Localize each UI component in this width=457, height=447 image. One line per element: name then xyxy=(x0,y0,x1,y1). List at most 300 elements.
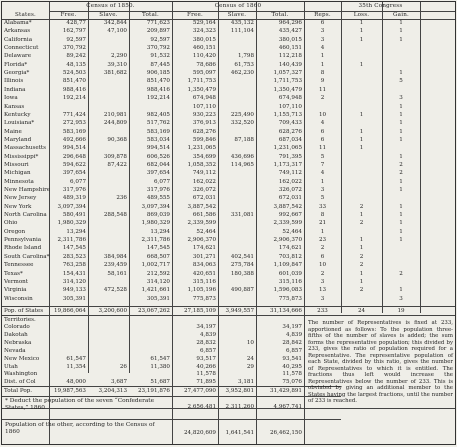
pop-states-total-1860: 31,134,666 xyxy=(269,308,302,314)
cell-e: 87,188 xyxy=(234,136,254,143)
other-label: Population of the other, according to the Census of 1860 xyxy=(5,422,155,435)
cell-g: 2 xyxy=(399,161,403,168)
cell-d: 595,097 xyxy=(192,70,216,77)
cell-a: 771,424 xyxy=(62,111,86,118)
rule xyxy=(2,315,341,316)
state-name: Iowa xyxy=(4,95,18,102)
cell-g: 2 xyxy=(399,270,403,277)
cell-l: 1 xyxy=(359,28,364,35)
cell-d: 930,223 xyxy=(192,111,216,118)
cell-d: 301,271 xyxy=(192,253,216,260)
cell-c: 771,623 xyxy=(146,20,170,26)
state-name: Massachusetts xyxy=(4,145,47,152)
cell-a: 370,792 xyxy=(62,45,86,52)
cell-b: 39,310 xyxy=(107,61,127,68)
rule xyxy=(2,396,341,397)
total-pop-slave-1860: 3,952,801 xyxy=(225,388,254,394)
cell-r: 2 xyxy=(320,270,325,277)
cell-r: 11 xyxy=(318,86,327,93)
cell-f: 460,151 xyxy=(278,45,302,52)
cell-r: 1 xyxy=(320,53,325,60)
cell-f: 964,296 xyxy=(278,20,302,26)
census-1860-header: Census of 1860 xyxy=(214,3,262,9)
cell-d: 40,266 xyxy=(196,363,216,370)
state-name: Kentucky xyxy=(4,111,31,118)
cell-f: 749,112 xyxy=(278,170,302,177)
cell-g: 1 xyxy=(399,128,403,135)
cell-r: 3 xyxy=(320,28,325,35)
cell-f: 2,906,370 xyxy=(273,237,302,244)
cell-r: 3 xyxy=(320,278,325,285)
territory-name: New Mexico xyxy=(4,355,40,362)
territory-name: Colorado xyxy=(4,324,30,330)
cell-f: 315,116 xyxy=(278,278,302,285)
cell-c: 1,980,329 xyxy=(141,220,170,227)
cell-r: 1 xyxy=(320,61,325,68)
cell-g: 1 xyxy=(399,178,403,185)
cell-e: 61,753 xyxy=(234,61,254,68)
cell-d: 93,517 xyxy=(196,355,216,362)
territory-name: Dist. of Col xyxy=(4,379,36,386)
cell-a: 583,169 xyxy=(62,128,86,135)
cell-r: 10 xyxy=(318,262,327,269)
cell-e: 402,541 xyxy=(230,253,254,260)
cell-r: 2 xyxy=(320,245,325,252)
cell-c: 11,380 xyxy=(150,363,170,370)
cell-f: 174,621 xyxy=(278,245,302,252)
cell-g: 3 xyxy=(399,95,403,102)
gain-header: Gain. xyxy=(393,12,409,18)
cell-l: 1 xyxy=(359,20,364,26)
cell-a: 949,133 xyxy=(62,287,86,294)
cell-g: 1 xyxy=(399,28,403,35)
state-name: New Hampshire xyxy=(4,187,51,193)
cell-b: 288,548 xyxy=(103,212,127,219)
cell-d: 599,846 xyxy=(192,136,216,143)
cell-b: 472,528 xyxy=(103,287,127,294)
cell-b: 342,844 xyxy=(103,20,127,26)
cell-d: 460,151 xyxy=(192,45,216,52)
pop-states-free-1850: 19,866,064 xyxy=(53,308,86,314)
cell-a: 61,547 xyxy=(66,355,86,362)
cell-d: 162,022 xyxy=(192,178,216,185)
cell-c: 851,470 xyxy=(146,78,170,85)
cell-c: 583,169 xyxy=(146,128,170,135)
cell-c: 13,294 xyxy=(150,228,170,235)
cell-g: 5 xyxy=(399,78,403,85)
cell-b: 384,984 xyxy=(103,253,127,260)
cell-e: 3,181 xyxy=(237,379,254,386)
cell-f: 1,596,083 xyxy=(273,287,302,294)
cell-r: 21 xyxy=(318,220,327,227)
cell-e: 225,490 xyxy=(230,111,254,118)
cell-f: 34,197 xyxy=(282,324,302,330)
cell-r: 7 xyxy=(320,161,325,168)
cell-f: 326,072 xyxy=(278,187,302,193)
cell-r: 1 xyxy=(320,178,325,185)
loss-header: Loss. xyxy=(353,12,370,18)
cell-r: 8 xyxy=(320,70,325,77)
state-name: Alabama* xyxy=(4,20,32,26)
cell-a: 92,597 xyxy=(66,36,86,43)
cell-g: 1 xyxy=(399,70,403,77)
cell-d: 674,948 xyxy=(192,95,216,102)
cell-l: 1 xyxy=(359,245,364,252)
cell-f: 1,109,847 xyxy=(273,262,302,269)
cell-c: 3,097,394 xyxy=(141,203,170,210)
cell-a: 397,654 xyxy=(62,170,86,177)
cell-g: 1 xyxy=(399,111,403,118)
cell-b: 381,682 xyxy=(103,70,127,77)
cell-a: 3,097,394 xyxy=(57,203,86,210)
cell-a: 48,000 xyxy=(66,379,86,386)
cell-d: 1,350,479 xyxy=(187,86,216,93)
cell-d: 775,873 xyxy=(192,295,216,302)
state-name: South Carolina* xyxy=(4,253,50,260)
cell-c: 906,185 xyxy=(146,70,170,77)
cell-l: 1 xyxy=(359,278,364,285)
deduct-slave-1860: 2,311,260 xyxy=(225,404,254,410)
cell-f: 703,812 xyxy=(278,253,302,260)
cell-f: 1,155,713 xyxy=(273,111,302,118)
cell-f: 162,022 xyxy=(278,178,302,185)
cell-f: 687,034 xyxy=(278,136,302,143)
cell-r: 3 xyxy=(320,295,325,302)
pop-states-loss: 24 xyxy=(357,308,366,314)
state-name: Florida* xyxy=(4,61,28,68)
state-name: Connecticut xyxy=(4,45,39,52)
cell-d: 749,112 xyxy=(192,170,216,177)
cell-f: 40,295 xyxy=(282,363,302,370)
cell-c: 869,039 xyxy=(146,212,170,219)
cell-e: 10 xyxy=(246,339,254,346)
cell-l: 2 xyxy=(359,262,364,269)
cell-b: 309,878 xyxy=(103,153,127,160)
state-name: Virginia xyxy=(4,287,27,294)
cell-l: 1 xyxy=(359,145,364,152)
rule xyxy=(341,315,455,316)
cell-c: 147,545 xyxy=(146,245,170,252)
cell-c: 606,526 xyxy=(146,153,170,160)
cell-r: 4 xyxy=(320,120,325,127)
cell-e: 436,696 xyxy=(230,153,254,160)
cell-a: 492,666 xyxy=(62,136,86,143)
cell-r: 3 xyxy=(320,36,325,43)
cell-f: 1,711,753 xyxy=(273,78,302,85)
cell-a: 489,319 xyxy=(62,195,86,202)
cell-d: 34,197 xyxy=(196,324,216,330)
total-pop-total-1850: 23,191,876 xyxy=(137,388,170,394)
cell-l: 2 xyxy=(359,253,364,260)
cell-f: 435,427 xyxy=(278,28,302,35)
cell-g: 1 xyxy=(399,203,403,210)
state-name: Maine xyxy=(4,128,22,135)
cell-d: 1,231,065 xyxy=(187,145,216,152)
cell-a: 763,258 xyxy=(62,262,86,269)
cell-l: 1 xyxy=(359,270,364,277)
cell-a: 305,391 xyxy=(62,295,86,302)
reps-header: Reps. xyxy=(314,12,331,18)
cell-e: 180,388 xyxy=(230,270,254,277)
congress-header: 35th Congress xyxy=(358,3,403,9)
total-1850-header: Total. xyxy=(141,12,159,18)
cell-a: 296,648 xyxy=(62,153,86,160)
cell-a: 283,523 xyxy=(62,253,86,260)
cell-f: 112,218 xyxy=(278,53,302,60)
cell-r: 6 xyxy=(320,20,325,26)
cell-b: 239,459 xyxy=(103,262,127,269)
cell-b: 210,981 xyxy=(103,111,127,118)
cell-c: 212,592 xyxy=(146,270,170,277)
cell-d: 52,464 xyxy=(196,228,216,235)
census-table xyxy=(1,1,456,445)
territory-name: Nebraska xyxy=(4,339,32,346)
cell-f: 2,339,599 xyxy=(273,220,302,227)
state-name: Illinois xyxy=(4,78,24,85)
cell-l: 1 xyxy=(359,61,364,68)
cell-a: 524,503 xyxy=(62,70,86,77)
cell-c: 314,120 xyxy=(146,278,170,285)
total-1860-header: Total. xyxy=(271,12,289,18)
cell-l: 2 xyxy=(359,203,364,210)
cell-a: 851,470 xyxy=(62,78,86,85)
cell-f: 28,842 xyxy=(282,339,302,346)
cell-c: 305,391 xyxy=(146,295,170,302)
pop-states-slave-1850: 3,200,600 xyxy=(98,308,127,314)
cell-f: 11,578 xyxy=(282,371,302,378)
cell-g: 1 xyxy=(399,153,403,160)
cell-a: 147,545 xyxy=(62,245,86,252)
cell-c: 370,792 xyxy=(146,45,170,52)
cell-d: 4,839 xyxy=(199,331,216,338)
cell-r: 1 xyxy=(320,228,325,235)
cell-g: 1 xyxy=(399,220,403,227)
territory-name: Dakotah xyxy=(4,331,28,338)
cell-d: 661,586 xyxy=(192,212,216,219)
cell-g: 1 xyxy=(399,187,403,193)
other-free-1860: 24,820,609 xyxy=(183,430,216,436)
states-header: States. xyxy=(14,12,37,18)
cell-d: 174,621 xyxy=(192,245,216,252)
cell-c: 87,445 xyxy=(150,61,170,68)
cell-l: 1 xyxy=(359,237,364,244)
state-name: Indiana xyxy=(4,86,26,93)
cell-a: 13,294 xyxy=(66,228,86,235)
cell-d: 354,699 xyxy=(192,153,216,160)
free-1850-header: Free. xyxy=(60,12,77,18)
cell-a: 1,980,329 xyxy=(57,220,86,227)
cell-c: 1,421,661 xyxy=(141,287,170,294)
cell-d: 110,420 xyxy=(192,53,216,60)
state-name: Michigan xyxy=(4,170,31,177)
cell-r: 3 xyxy=(320,187,325,193)
cell-a: 162,797 xyxy=(62,28,86,35)
cell-r: 8 xyxy=(320,212,325,219)
deduct-free-1860: 2,656,481 xyxy=(187,404,216,410)
cell-c: 6,077 xyxy=(153,178,170,185)
cell-d: 529,164 xyxy=(192,20,216,26)
cell-l: 2 xyxy=(359,287,364,294)
cell-l: 1 xyxy=(359,136,364,143)
pop-states-slave-1860: 3,949,557 xyxy=(225,308,254,314)
cell-d: 315,116 xyxy=(192,278,216,285)
cell-g: 1 xyxy=(399,20,403,26)
cell-f: 3,887,542 xyxy=(273,203,302,210)
cell-c: 51,687 xyxy=(150,379,170,386)
cell-f: 140,439 xyxy=(278,61,302,68)
cell-d: 1,711,753 xyxy=(187,78,216,85)
free-1860-header: Free. xyxy=(187,12,203,18)
cell-r: 9 xyxy=(320,78,325,85)
cell-d: 2,906,370 xyxy=(187,237,216,244)
cell-l: 1 xyxy=(359,111,364,118)
cell-r: 23 xyxy=(318,237,327,244)
cell-c: 1,002,717 xyxy=(141,262,170,269)
cell-d: 628,276 xyxy=(192,128,216,135)
state-name: New York xyxy=(4,203,32,210)
cell-g: 1 xyxy=(399,136,403,143)
cell-e: 114,965 xyxy=(230,161,254,168)
cell-d: 420,651 xyxy=(192,270,216,277)
cell-g: 1 xyxy=(399,120,403,127)
state-name: Texas* xyxy=(4,270,23,277)
state-name: Arkansas xyxy=(4,28,31,35)
cell-d: 672,031 xyxy=(192,195,216,202)
cell-f: 1,231,065 xyxy=(273,145,302,152)
cell-e: 462,230 xyxy=(230,70,254,77)
cell-a: 154,431 xyxy=(62,270,86,277)
pop-states-total-1850: 23,067,262 xyxy=(137,308,170,314)
cell-d: 834,063 xyxy=(192,262,216,269)
cell-c: 92,597 xyxy=(150,36,170,43)
cell-g: 1 xyxy=(399,103,403,110)
cell-f: 75,076 xyxy=(282,379,302,386)
cell-r: 6 xyxy=(320,136,325,143)
cell-f: 1,350,479 xyxy=(273,86,302,93)
cell-d: 376,913 xyxy=(192,120,216,127)
cell-l: 2 xyxy=(359,220,364,227)
cell-c: 489,555 xyxy=(146,195,170,202)
cell-b: 87,422 xyxy=(107,161,127,168)
cell-b: 26 xyxy=(119,363,127,370)
cell-f: 6,857 xyxy=(285,347,302,354)
cell-d: 1,058,352 xyxy=(187,161,216,168)
cell-r: 33 xyxy=(318,203,327,210)
state-name: Tennessee xyxy=(4,262,34,269)
pop-states-label: Pop. of States xyxy=(4,308,44,314)
cell-g: 1 xyxy=(399,212,403,219)
territory-name: Utah xyxy=(4,363,18,370)
cell-r: 13 xyxy=(318,287,327,294)
census-1850-header: Census of 1850. xyxy=(86,3,135,9)
state-name: Georgia* xyxy=(4,70,30,77)
territory-name: Washington xyxy=(4,371,38,378)
other-total-1860: 26,462,150 xyxy=(269,430,302,436)
cell-r: 5 xyxy=(320,195,325,202)
cell-c: 583,034 xyxy=(146,136,170,143)
cell-r: 4 xyxy=(320,170,325,177)
cell-d: 1,105,196 xyxy=(187,287,216,294)
cell-c: 988,416 xyxy=(146,86,170,93)
cell-a: 580,491 xyxy=(62,212,86,219)
cell-a: 192,214 xyxy=(62,95,86,102)
cell-d: 3,887,542 xyxy=(187,203,216,210)
cell-c: 994,514 xyxy=(146,145,170,152)
apportionment-note: The number of Representatives is fixed at 233, apportioned as follows: To the population three-fifths of the number of slaves is added; the sum forms the representative population; this divided by 233, gives the ratio of population required for a Representative. The representative population of each State, divided by this ratio, gives the number of Representatives to which it is entitled. The fractions thus left would increase the Representatives below the number of 233. This is obviated by giving an additional member to the States having the largest fractions, until the number of 233 is reached. xyxy=(308,320,453,404)
cell-c: 91,532 xyxy=(150,53,170,60)
state-name: California xyxy=(4,36,33,43)
cell-a: 317,976 xyxy=(62,187,86,193)
rule xyxy=(2,419,341,420)
state-name: New Jersey xyxy=(4,195,37,202)
cell-f: 672,031 xyxy=(278,195,302,202)
cell-l: 1 xyxy=(359,36,364,43)
cell-b: 236 xyxy=(116,195,127,202)
cell-c: 668,507 xyxy=(146,253,170,260)
pop-states-gain: 19 xyxy=(397,308,405,314)
cell-a: 272,953 xyxy=(62,120,86,127)
cell-d: 78,686 xyxy=(196,61,216,68)
cell-r: 2 xyxy=(320,95,325,102)
cell-c: 2,311,786 xyxy=(141,237,170,244)
cell-c: 61,547 xyxy=(150,355,170,362)
state-name: Kansas xyxy=(4,103,25,110)
cell-g: 1 xyxy=(399,228,403,235)
cell-l: 1 xyxy=(359,212,364,219)
cell-d: 28,832 xyxy=(196,339,216,346)
cell-e: 332,520 xyxy=(230,120,254,127)
territories-label: Territories. xyxy=(4,317,36,323)
cell-r: 10 xyxy=(318,111,327,118)
total-pop-total-1860: 31,429,891 xyxy=(269,388,302,394)
pop-states-free-1860: 27,185,109 xyxy=(183,308,216,314)
cell-f: 93,541 xyxy=(282,355,302,362)
cell-b: 47,100 xyxy=(107,28,127,35)
cell-c: 982,405 xyxy=(146,111,170,118)
cell-l: 1 xyxy=(359,128,364,135)
cell-a: 994,514 xyxy=(62,145,86,152)
cell-a: 48,135 xyxy=(66,61,86,68)
cell-a: 428,77 xyxy=(66,20,86,26)
total-pop-slave-1850: 3,204,313 xyxy=(98,388,127,394)
cell-f: 709,433 xyxy=(278,120,302,127)
cell-r: 6 xyxy=(320,253,325,260)
cell-a: 89,242 xyxy=(66,53,86,60)
cell-c: 192,214 xyxy=(146,95,170,102)
cell-e: 24 xyxy=(246,355,254,362)
territory-name: Nevada xyxy=(4,347,26,354)
cell-b: 3,687 xyxy=(110,379,127,386)
deduct-label: * Deduct the population of the seven “Confederate States,” 1860 xyxy=(5,398,155,411)
cell-d: 11,578 xyxy=(196,371,216,378)
total-pop-free-1850: 19,987,563 xyxy=(53,388,86,394)
state-name: Pennsylvania xyxy=(4,237,42,244)
cell-d: 324,323 xyxy=(192,28,216,35)
cell-r: 5 xyxy=(320,153,325,160)
cell-e: 435,132 xyxy=(230,20,254,26)
cell-d: 6,857 xyxy=(199,347,216,354)
state-name: Vermont xyxy=(4,278,29,285)
state-name: Missouri xyxy=(4,161,29,168)
deduct-total-1860: 4,967,741 xyxy=(273,404,302,410)
cell-d: 71,895 xyxy=(196,379,216,386)
cell-f: 1,173,317 xyxy=(273,161,302,168)
cell-b: 90,368 xyxy=(107,136,127,143)
cell-c: 397,654 xyxy=(146,170,170,177)
cell-g: 1 xyxy=(399,237,403,244)
cell-a: 6,077 xyxy=(69,178,86,185)
cell-e: 111,104 xyxy=(230,28,254,35)
